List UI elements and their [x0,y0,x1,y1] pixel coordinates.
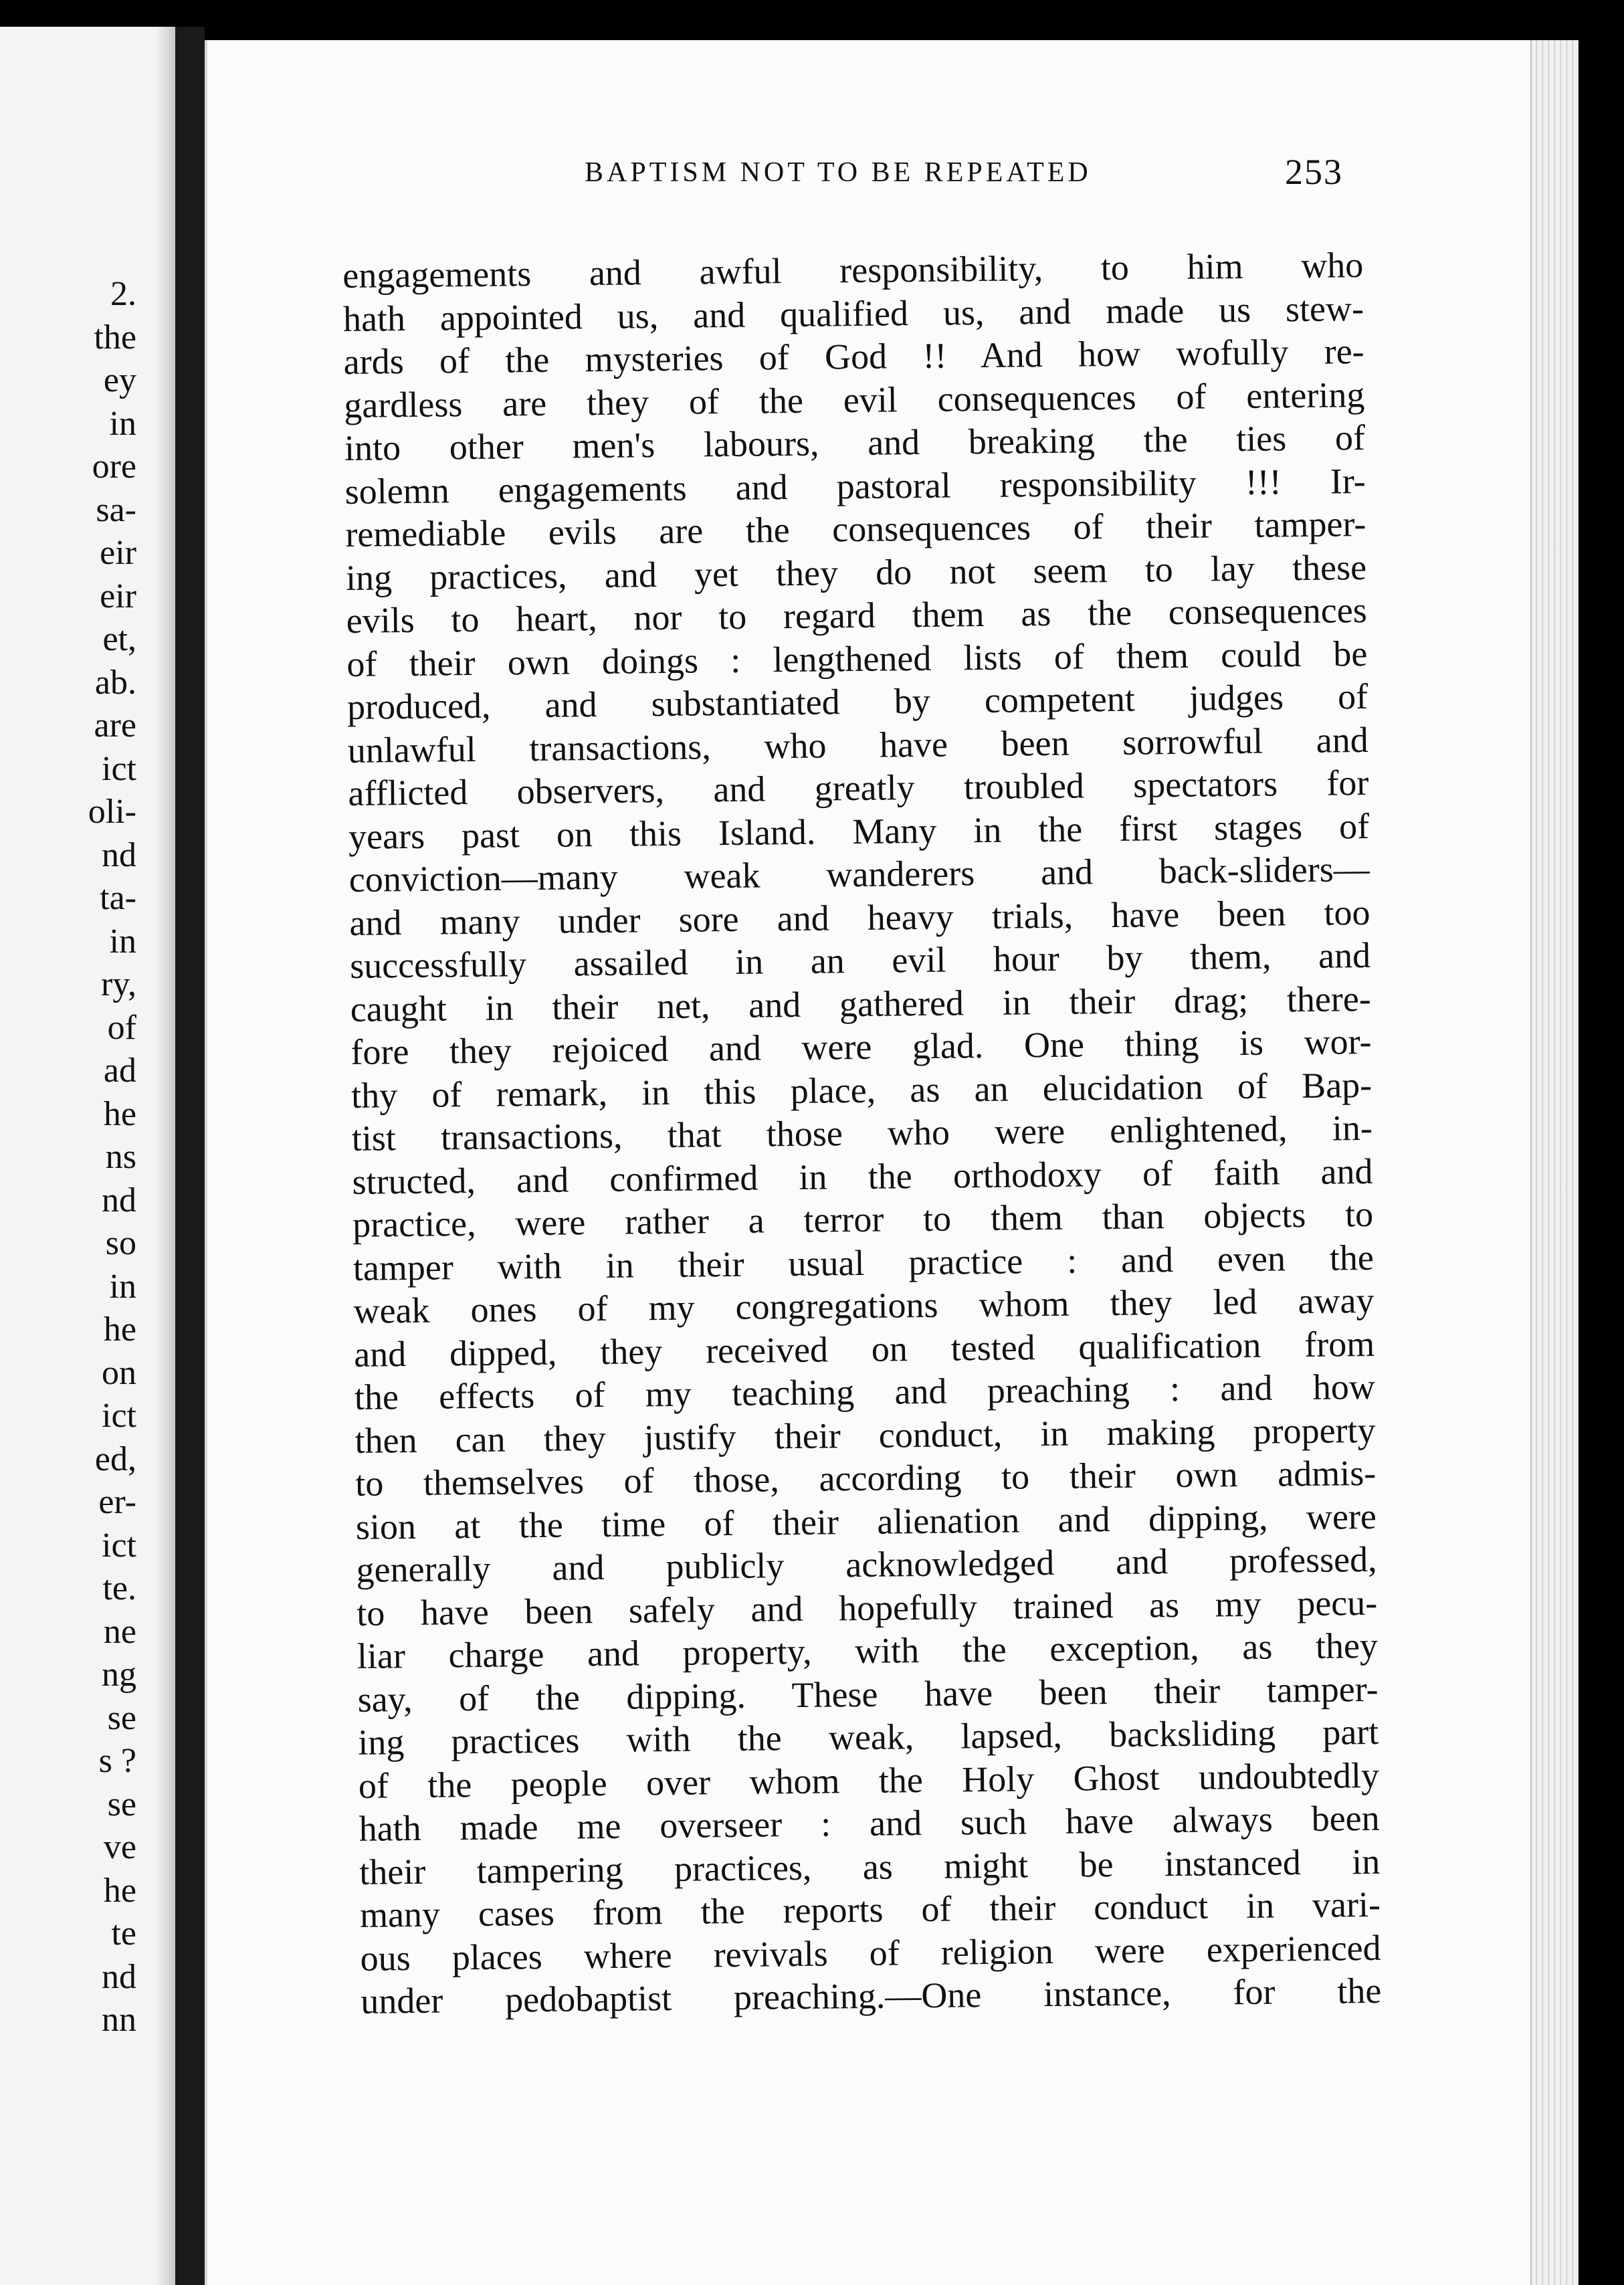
text-line: engagements and awful responsibility, to him who [342,245,1364,296]
text-line: solemn engagements and pastoral responsibility !!! Ir- [344,460,1366,512]
text-line: liar charge and property, with the exception, as they [357,1625,1379,1676]
previous-page-line: 2. [110,275,136,313]
text-line: ards of the mysteries of God !! And how wofully re- [343,331,1364,382]
page-number: 253 [1285,152,1343,192]
previous-page-line: so [105,1224,136,1262]
previous-page-line: he [103,1094,136,1133]
text-line: sion at the time of their alienation and dipping, were [355,1496,1377,1547]
previous-page-line: of [107,1008,136,1047]
previous-page-line: on [102,1353,136,1392]
previous-page-line: ns [105,1138,136,1176]
running-header [391,151,1377,198]
text-line: to themselves of those, according to their own admis- [354,1452,1377,1504]
previous-page-line: ve [103,1828,136,1866]
text-line: conviction—many weak wanderers and back-sliders— [348,848,1371,900]
previous-page-line: eir [100,577,136,615]
previous-page-line: nd [102,1181,136,1219]
previous-page-line: nd [102,1957,136,1996]
text-line: the effects of my teaching and preaching : and how [354,1366,1376,1417]
previous-page-line: ict [102,749,136,788]
text-line: hath made me overseer : and such have always been [359,1797,1380,1849]
previous-page-line: er- [98,1483,136,1521]
text-line: ing practices with the weak, lapsed, backsliding part [357,1711,1379,1763]
previous-page-line: se [107,1698,136,1737]
previous-page-line: in [109,404,136,443]
previous-page-line: ab. [94,663,136,702]
text-line: their tampering practices, as might be instanced in [359,1841,1381,1892]
text-line: of the people over whom the Holy Ghost undoubtedly [358,1755,1380,1806]
body-text [342,243,1382,2023]
previous-page-line: are [94,706,136,744]
text-line: and dipped, they received on tested qualification from [353,1323,1375,1375]
text-line: weak ones of my congregations whom they led away [353,1280,1375,1331]
previous-page-text [88,273,136,2042]
previous-page-line: ne [103,1612,136,1651]
previous-page-line: et, [102,620,136,658]
previous-page-line: ng [102,1656,136,1694]
previous-page-line: eir [100,534,136,572]
previous-page-line: ict [102,1526,136,1565]
text-line: produced, and substantiated by competent judges of [346,676,1368,727]
text-line: tist transactions, that those who were enlightened, in- [351,1107,1373,1159]
text-line: of their own doings : lengthened lists of them could be [346,633,1368,684]
text-line: then can they justify their conduct, in making property [354,1409,1376,1461]
text-line: thy of remark, in this place, as an elucidation of Bap- [350,1064,1373,1116]
previous-page-line: sa- [96,490,136,529]
text-line: generally and publicly acknowledged and professed, [356,1538,1377,1590]
previous-page-line: he [103,1310,136,1349]
text-line: to have been safely and hopefully trained as my pecu- [356,1582,1378,1633]
previous-page-line: s ? [98,1742,136,1780]
text-line: afflicted observers, and greatly troubled spectators for [348,762,1369,813]
previous-page-line: ore [92,448,136,486]
text-line: ous places where revivals of religion were experienced [360,1927,1381,1979]
text-line: years past on this Island. Many in the first stages of [348,805,1370,857]
text-line: fore they rejoiced and were glad. One thing is wor- [350,1021,1372,1072]
previous-page-line: oli- [88,793,136,831]
text-line: say, of the dipping. These have been their tamper- [357,1668,1379,1720]
previous-page-line: he [103,1871,136,1910]
previous-page-line: ry, [101,965,136,1003]
text-line: gardless are they of the evil consequences of entering [344,374,1365,425]
previous-page-line: ey [103,361,136,399]
text-line: structed, and confirmed in the orthodoxy of faith and [352,1151,1373,1202]
book-binding [175,27,205,2285]
previous-page-line: ta- [100,879,136,917]
text-line: evils to heart, nor to regard them as the consequences [346,589,1367,641]
previous-page-line: nn [102,2001,136,2039]
previous-page-line: te [111,1914,136,1953]
previous-page-line: te. [102,1569,136,1607]
text-line: many cases from the reports of their conduct in vari- [359,1884,1381,1935]
previous-page-line: ed, [94,1439,136,1478]
text-line: under pedobaptist preaching.—One instance, for the [361,1970,1382,2021]
previous-page-line: se [107,1785,136,1823]
text-line: and many under sore and heavy trials, have been too [349,892,1371,943]
previous-page [0,27,177,2285]
previous-page-line: nd [102,835,136,874]
text-line: ing practices, and yet they do not seem to lay these [345,547,1367,598]
previous-page-line: in [109,1267,136,1306]
text-line: tamper with in their usual practice : and even the [352,1237,1375,1288]
previous-page-line: in [109,922,136,961]
text-line: into other men's labours, and breaking the ties of [344,417,1366,468]
previous-page-line: the [94,318,136,357]
text-line: hath appointed us, and qualified us, and made us stew- [342,288,1364,339]
previous-page-line: ict [102,1397,136,1435]
page-edges [1530,40,1579,2285]
gutter-shadow [155,27,175,2285]
running-title: BAPTISM NOT TO BE REPEATED [585,157,1092,188]
text-line: successfully assailed in an evil hour by them, and [349,934,1371,986]
previous-page-line: ad [103,1052,136,1090]
text-line: unlawful transactions, who have been sorrowful and [347,719,1368,771]
text-line: caught in their net, and gathered in their drag; there- [350,978,1372,1029]
text-line: practice, were rather a terror to them than objects to [352,1193,1374,1245]
text-line: remediable evils are the consequences of their tamper- [345,503,1366,555]
